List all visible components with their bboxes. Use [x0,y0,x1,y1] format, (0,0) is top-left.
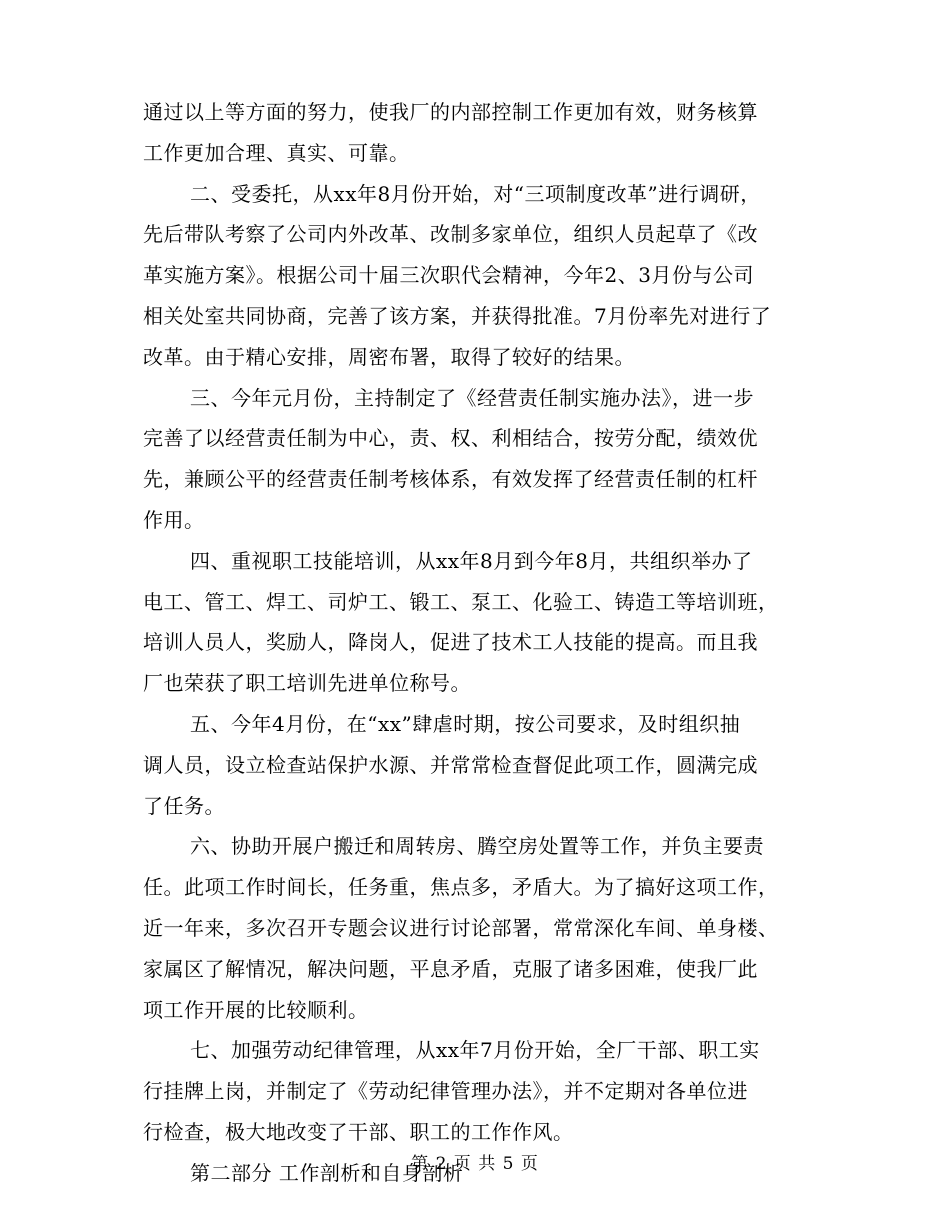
text-line: 行检查，极大地改变了干部、职工的工作作风。 [143,1120,574,1144]
paragraph-three-start: 三、今年元月份，主持制定了《经营责任制实施办法》，进一步 [190,386,754,410]
text-line: 行挂牌上岗，并制定了《劳动纪律管理办法》，并不定期对各单位进 [143,1079,748,1103]
text-line: 作用。 [143,508,205,532]
text-line: 厂也荣获了职工培训先进单位称号。 [143,671,471,695]
paragraph-two-start: 二、受委托，从xx年8月份开始，对“三项制度改革”进行调研， [190,182,761,206]
page-number-footer: 第 2 页 共 5 页 [411,1154,539,1174]
text-line: 先，兼顾公平的经营责任制考核体系，有效发挥了经营责任制的杠杆 [143,467,758,491]
paragraph-seven-start: 七、加强劳动纪律管理，从xx年7月份开始，全厂干部、职工实 [190,1038,760,1062]
text-line: 培训人员人，奖励人，降岗人，促进了技术工人技能的提高。而且我 [143,630,758,654]
text-line: 通过以上等方面的努力，使我厂的内部控制工作更加有效，财务核算 [143,100,758,124]
paragraph-five-start: 五、今年4月份，在“xx”肆虐时期，按公司要求，及时组织抽 [190,712,741,736]
text-line: 家属区了解情况，解决问题，平息矛盾，克服了诸多困难，使我厂此 [143,957,758,981]
text-line: 工作更加合理、真实、可靠。 [143,141,410,165]
text-line: 电工、管工、焊工、司炉工、锻工、泵工、化验工、铸造工等培训班， [143,590,779,614]
text-line: 调人员，设立检查站保护水源、并常常检查督促此项工作，圆满完成 [143,753,758,777]
text-line: 完善了以经营责任制为中心，责、权、利相结合，按劳分配，绩效优 [143,426,758,450]
text-line: 革实施方案》。根据公司十届三次职代会精神，今年2、3月份与公司 [143,263,754,287]
text-line: 了任务。 [143,794,225,818]
paragraph-six-start: 六、协助开展户搬迁和周转房、腾空房处置等工作，并负主要责 [190,834,764,858]
text-line: 改革。由于精心安排，周密布署，取得了较好的结果。 [143,345,635,369]
text-line: 任。此项工作时间长，任务重，焦点多，矛盾大。为了搞好这项工作， [143,875,779,899]
text-line: 先后带队考察了公司内外改革、改制多家单位，组织人员起草了《改 [143,222,758,246]
paragraph-four-start: 四、重视职工技能培训，从xx年8月到今年8月，共组织举办了 [190,549,753,573]
text-line: 相关处室共同协商，完善了该方案，并获得批准。7月份率先对进行了 [143,304,772,328]
section-heading: 第二部分 工作剖析和自身剖析 [190,1161,464,1185]
text-line: 项工作开展的比较顺利。 [143,998,369,1022]
text-line: 近一年来，多次召开专题会议进行讨论部署，常常深化车间、单身楼、 [143,916,779,940]
